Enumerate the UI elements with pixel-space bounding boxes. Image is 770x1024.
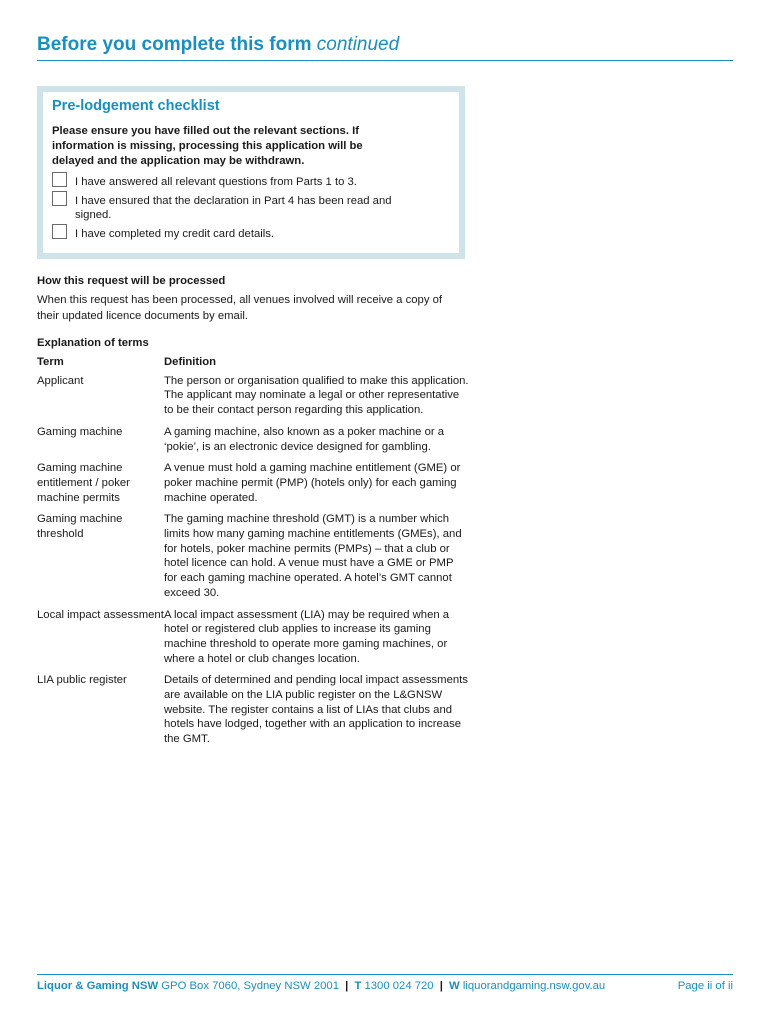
term-cell: Gaming machine — [37, 425, 123, 438]
checklist-item-label: I have completed my credit card details. — [75, 228, 275, 240]
footer-phone-label: T — [354, 980, 362, 992]
title-divider — [37, 60, 733, 61]
table-row — [37, 673, 477, 747]
checklist-item[interactable] — [52, 227, 450, 241]
checklist-item-label: I have ensured that the declaration in Part 4 has been read and signed. — [75, 195, 392, 221]
table-row — [37, 608, 477, 667]
table-row — [37, 425, 477, 454]
page-title-suffix: continued — [316, 34, 400, 55]
term-cell: Local impact assessment — [37, 608, 164, 621]
terms-heading: Explanation of terms — [37, 337, 149, 349]
table-row — [37, 461, 477, 505]
definition-column-header: Definition — [164, 356, 217, 368]
definition-cell: A local impact assessment (LIA) may be required when a hotel or registered club applies to increase its gaming machine threshold to operate more gaming machines, or where a hotel or club changes location. — [164, 608, 450, 665]
page-title — [37, 34, 399, 56]
definition-cell: The gaming machine threshold (GMT) is a number which limits how many gaming machine entitlements (GMEs), and for hotels, poker machine permits (PMPs) – that a club or hotel licence can hold. A venue must have a GME or PMP for each gaming machine operated. A hotel’s GMT cannot exceed 30. — [164, 513, 462, 599]
checklist-item[interactable] — [52, 175, 450, 189]
footer-separator: | — [439, 980, 443, 992]
definition-cell: Details of determined and pending local impact assessments are available on the LIA public register on the L&GNSW website. The register contains a list of LIAs that clubs and hotels have lodged, together with an application to increase the GMT. — [164, 674, 468, 746]
processing-text: When this request has been processed, all venues involved will receive a copy of their updated licence documents by email. — [37, 294, 443, 322]
footer-address: GPO Box 7060, Sydney NSW 2001 — [161, 980, 339, 992]
pre-lodgement-checklist — [37, 86, 465, 259]
definition-cell: A venue must hold a gaming machine entitlement (GME) or poker machine permit (PMP) (hotels only) for each gaming machine operated. — [164, 462, 461, 504]
page-title-text: Before you complete this form — [37, 34, 312, 55]
checklist-panel — [43, 92, 459, 253]
footer — [37, 980, 733, 992]
definition-cell: The person or organisation qualified to make this application. The applicant may nominate a legal or other representative to be their contact person regarding this application. — [164, 374, 469, 417]
footer-phone: 1300 024 720 — [364, 980, 434, 992]
term-cell: Gaming machine entitlement / poker machine permits — [37, 462, 130, 504]
checklist-title: Pre-lodgement checklist — [52, 98, 220, 114]
table-row — [37, 512, 477, 600]
page-number: Page ii of ii — [677, 980, 733, 992]
table-row — [37, 374, 477, 418]
checkbox[interactable] — [52, 224, 67, 239]
terms-header-row — [37, 355, 477, 370]
footer-separator: | — [345, 980, 349, 992]
term-cell: Gaming machine threshold — [37, 513, 123, 541]
processing-heading: How this request will be processed — [37, 275, 226, 287]
checkbox[interactable] — [52, 191, 67, 206]
term-column-header: Term — [37, 356, 64, 368]
term-cell: LIA public register — [37, 674, 127, 687]
footer-contact — [37, 980, 605, 992]
footer-divider — [37, 974, 733, 975]
footer-web-label: W — [449, 980, 460, 992]
definition-cell: A gaming machine, also known as a poker machine or a ‘pokie’, is an electronic device designed for gambling. — [164, 425, 445, 453]
term-cell: Applicant — [37, 374, 84, 387]
checkbox[interactable] — [52, 172, 67, 187]
checklist-intro: Please ensure you have filled out the relevant sections. If information is missing, processing this application will be delayed and the application may be withdrawn. — [52, 125, 363, 167]
checklist-item-label: I have answered all relevant questions from Parts 1 to 3. — [75, 176, 357, 188]
terms-table — [37, 355, 477, 747]
checklist-item[interactable] — [52, 194, 450, 222]
footer-org: Liquor & Gaming NSW — [37, 980, 159, 992]
footer-website-link[interactable]: liquorandgaming.nsw.gov.au — [462, 980, 606, 992]
